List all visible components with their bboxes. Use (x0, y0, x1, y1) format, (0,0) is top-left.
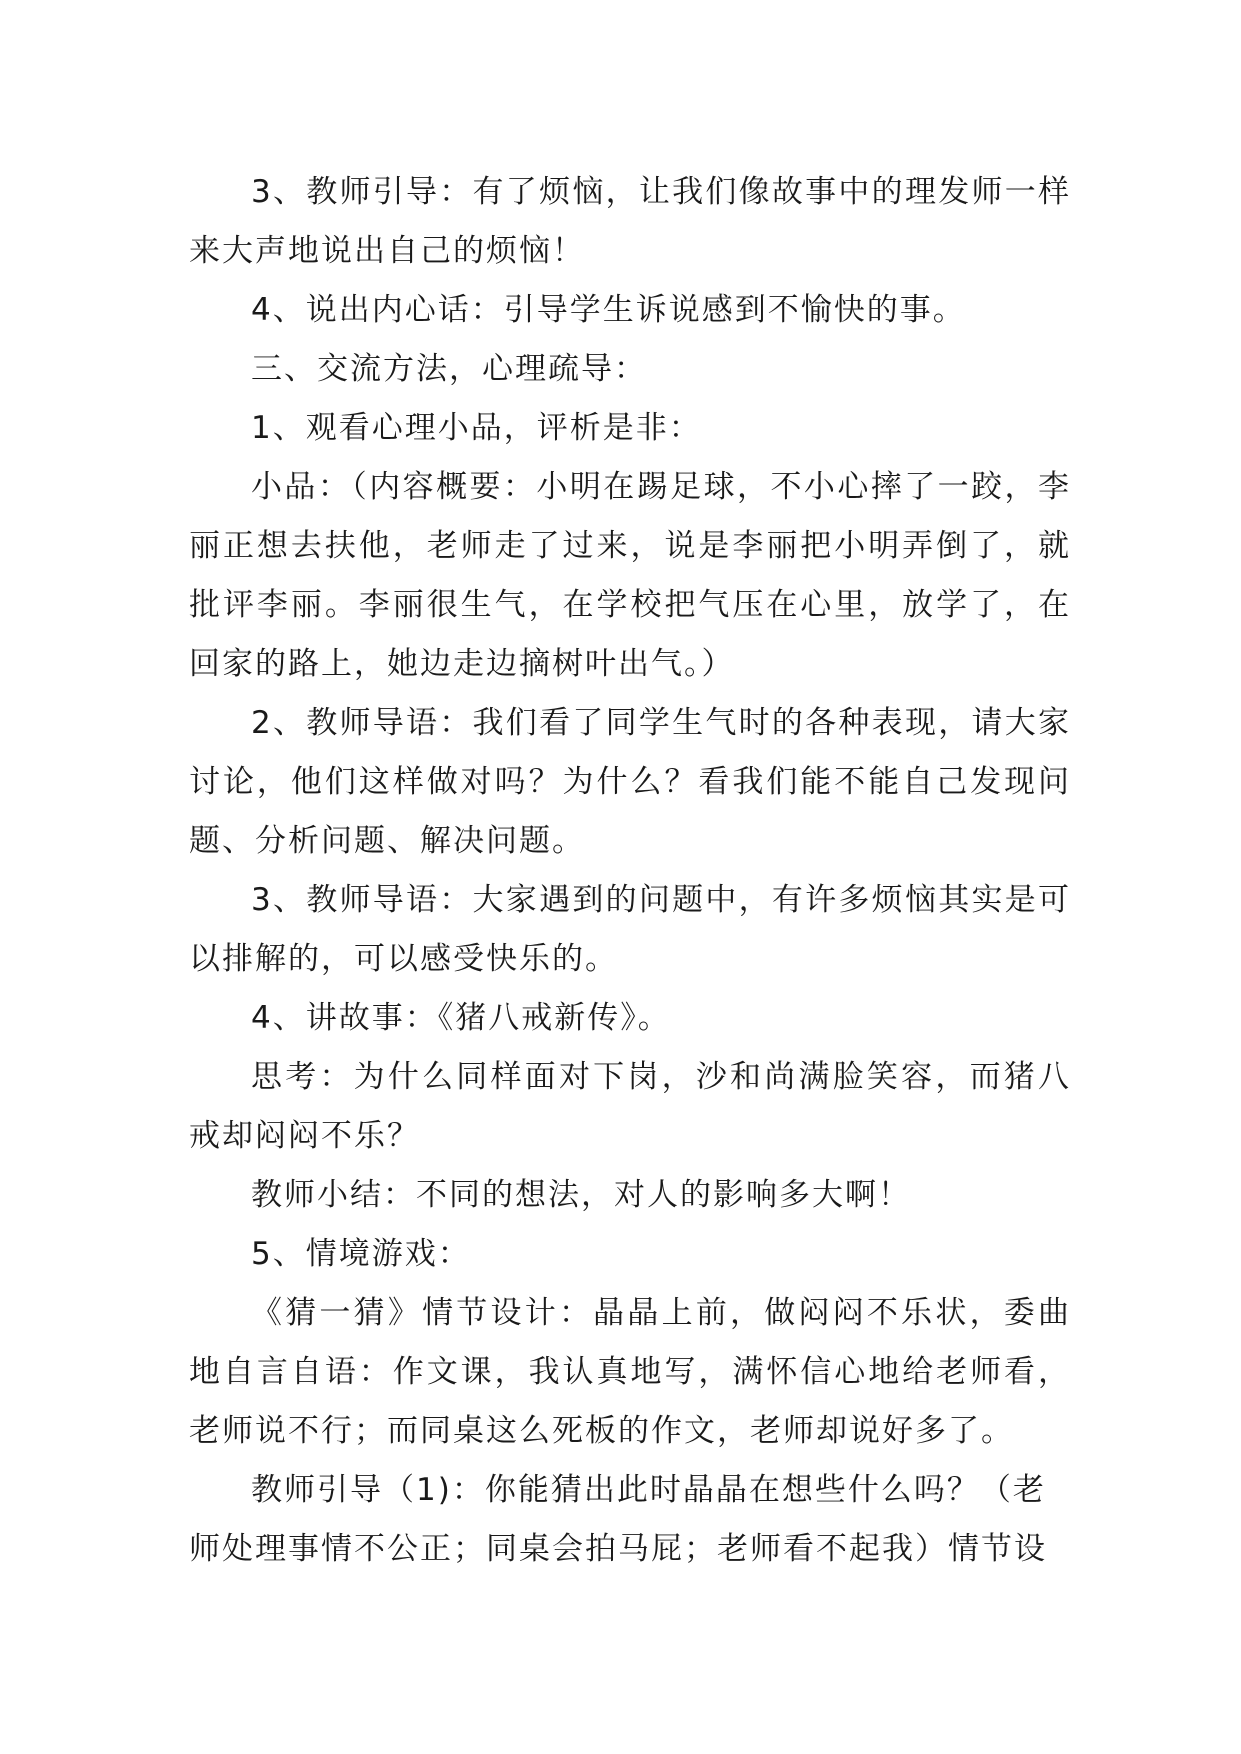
paragraph-guess-game: 《猜一猜》情节设计：晶晶上前，做闷闷不乐状，委曲地自言自语：作文课，我认真地写，满怀信心地给老师看，老师说不行；而同桌这么死板的作文，老师却说好多了。 (189, 1295, 1071, 1449)
paragraph-story: 4、讲故事：《猪八戒新传》。 (251, 1000, 671, 1036)
paragraph-situation-game: 5、情境游戏： (251, 1236, 471, 1272)
paragraph-teacher-intro-2: 3、教师导语：大家遇到的问题中，有许多烦恼其实是可以排解的，可以感受快乐的。 (189, 882, 1071, 977)
paragraph-teacher-guidance: 3、教师引导：有了烦恼，让我们像故事中的理发师一样来大声地说出自己的烦恼！ (189, 174, 1071, 269)
paragraph-thinking: 思考：为什么同样面对下岗，沙和尚满脸笑容，而猪八戒却闷闷不乐？ (189, 1059, 1071, 1154)
paragraph-watch-sketch: 1、观看心理小品，评析是非： (251, 410, 702, 446)
section-heading-communication: 三、交流方法，心理疏导： (251, 351, 647, 387)
paragraph-teacher-summary: 教师小结：不同的想法，对人的影响多大啊！ (251, 1177, 911, 1213)
paragraph-sketch-summary: 小品：（内容概要：小明在踢足球，不小心摔了一跤，李丽正想去扶他，老师走了过来，说是李丽把小明弄倒了，就批评李丽。李丽很生气，在学校把气压在心里，放学了，在回家的路上，她边走边摘树叶出气。） (189, 469, 1071, 682)
document-body (189, 163, 1071, 1579)
paragraph-teacher-guidance-1: 教师引导（1)：你能猜出此时晶晶在想些什么吗？（老师处理事情不公正；同桌会拍马屁；老师看不起我）情节设 (189, 1472, 1047, 1567)
paragraph-speak-heart: 4、说出内心话：引导学生诉说感到不愉快的事。 (251, 292, 966, 328)
paragraph-teacher-intro-1: 2、教师导语：我们看了同学生气时的各种表现，请大家讨论，他们这样做对吗？为什么？看我们能不能自己发现问题、分析问题、解决问题。 (189, 705, 1071, 859)
